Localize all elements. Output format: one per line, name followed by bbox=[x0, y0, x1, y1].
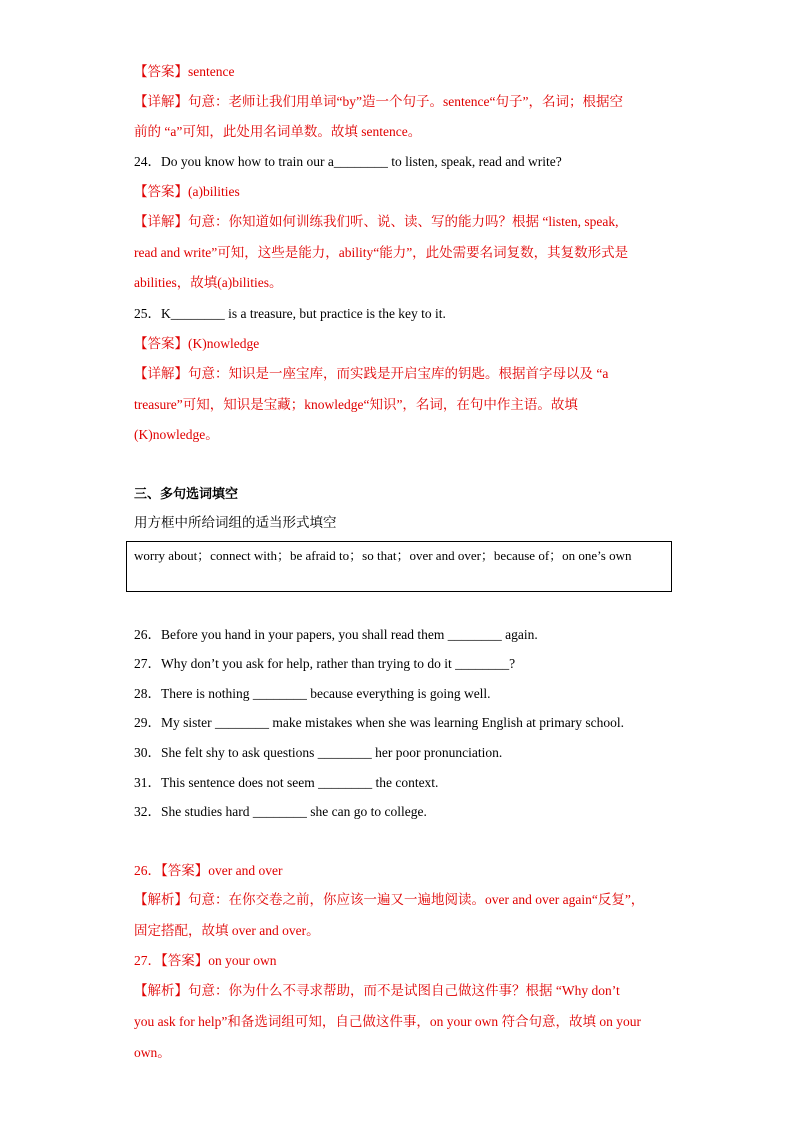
answer-line: 27．【答案】on your own bbox=[134, 953, 277, 968]
question-line: 26．Before you hand in your papers, you shall read them ________ again. bbox=[134, 627, 538, 642]
section-instruction: 用方框中所给词组的适当形式填空 bbox=[134, 515, 337, 530]
question-line: 25．K________ is a treasure, but practice is the key to it. bbox=[134, 306, 446, 321]
section-title: 三、多句选词填空 bbox=[134, 487, 239, 502]
word-bank-text: worry about；connect with；be afraid to；so that；over and over；because of；on one’s own bbox=[134, 548, 632, 563]
question-line: 28．There is nothing ________ because everything is going well. bbox=[134, 686, 491, 701]
explanation-line: treasure”可知，知识是宝藏；knowledge“知识”，名词，在句中作主语。故填 bbox=[134, 397, 578, 412]
question-line: 24．Do you know how to train our a________ to listen, speak, read and write? bbox=[134, 154, 562, 169]
question-line: 29．My sister ________ make mistakes when she was learning English at primary school. bbox=[134, 715, 625, 730]
analysis-line: you ask for help”和备选词组可知，自己做这件事，on your own 符合句意，故填 on your bbox=[134, 1014, 641, 1029]
analysis-line: 【解析】句意：在你交卷之前，你应该一遍又一遍地阅读。over and over again“反复”， bbox=[134, 892, 645, 907]
question-line: 32．She studies hard ________ she can go to college. bbox=[134, 804, 427, 819]
analysis-line: 固定搭配，故填 over and over。 bbox=[134, 923, 320, 938]
explanation-line: 【详解】句意：知识是一座宝库，而实践是开启宝库的钥匙。根据首字母以及 “a bbox=[134, 366, 609, 381]
answer-line: 【答案】(K)nowledge bbox=[134, 336, 260, 351]
answer-line: 26．【答案】over and over bbox=[134, 863, 283, 878]
question-line: 30．She felt shy to ask questions ________ her poor pronunciation. bbox=[134, 745, 503, 760]
explanation-line: abilities，故填(a)bilities。 bbox=[134, 275, 283, 290]
explanation-line: 【详解】句意：老师让我们用单词“by”造一个句子。sentence“句子”，名词；根据空 bbox=[134, 94, 623, 109]
analysis-line: 【解析】句意：你为什么不寻求帮助，而不是试图自己做这件事？根据 “Why don’t bbox=[134, 983, 620, 998]
explanation-line: (K)nowledge。 bbox=[134, 427, 219, 442]
word-bank-box bbox=[126, 541, 672, 592]
explanation-line: 【详解】句意：你知道如何训练我们听、说、读、写的能力吗？根据 “listen, speak, bbox=[134, 214, 619, 229]
question-line: 27．Why don’t you ask for help, rather than trying to do it ________? bbox=[134, 656, 516, 671]
explanation-line: 前的 “a”可知，此处用名词单数。故填 sentence。 bbox=[134, 124, 422, 139]
answer-line: 【答案】(a)bilities bbox=[134, 184, 240, 199]
explanation-line: read and write”可知，这些是能力，ability“能力”，此处需要名词复数，其复数形式是 bbox=[134, 245, 629, 260]
question-line: 31．This sentence does not seem ________ the context. bbox=[134, 775, 439, 790]
analysis-line: own。 bbox=[134, 1045, 171, 1060]
answer-line: 【答案】sentence bbox=[134, 64, 235, 79]
